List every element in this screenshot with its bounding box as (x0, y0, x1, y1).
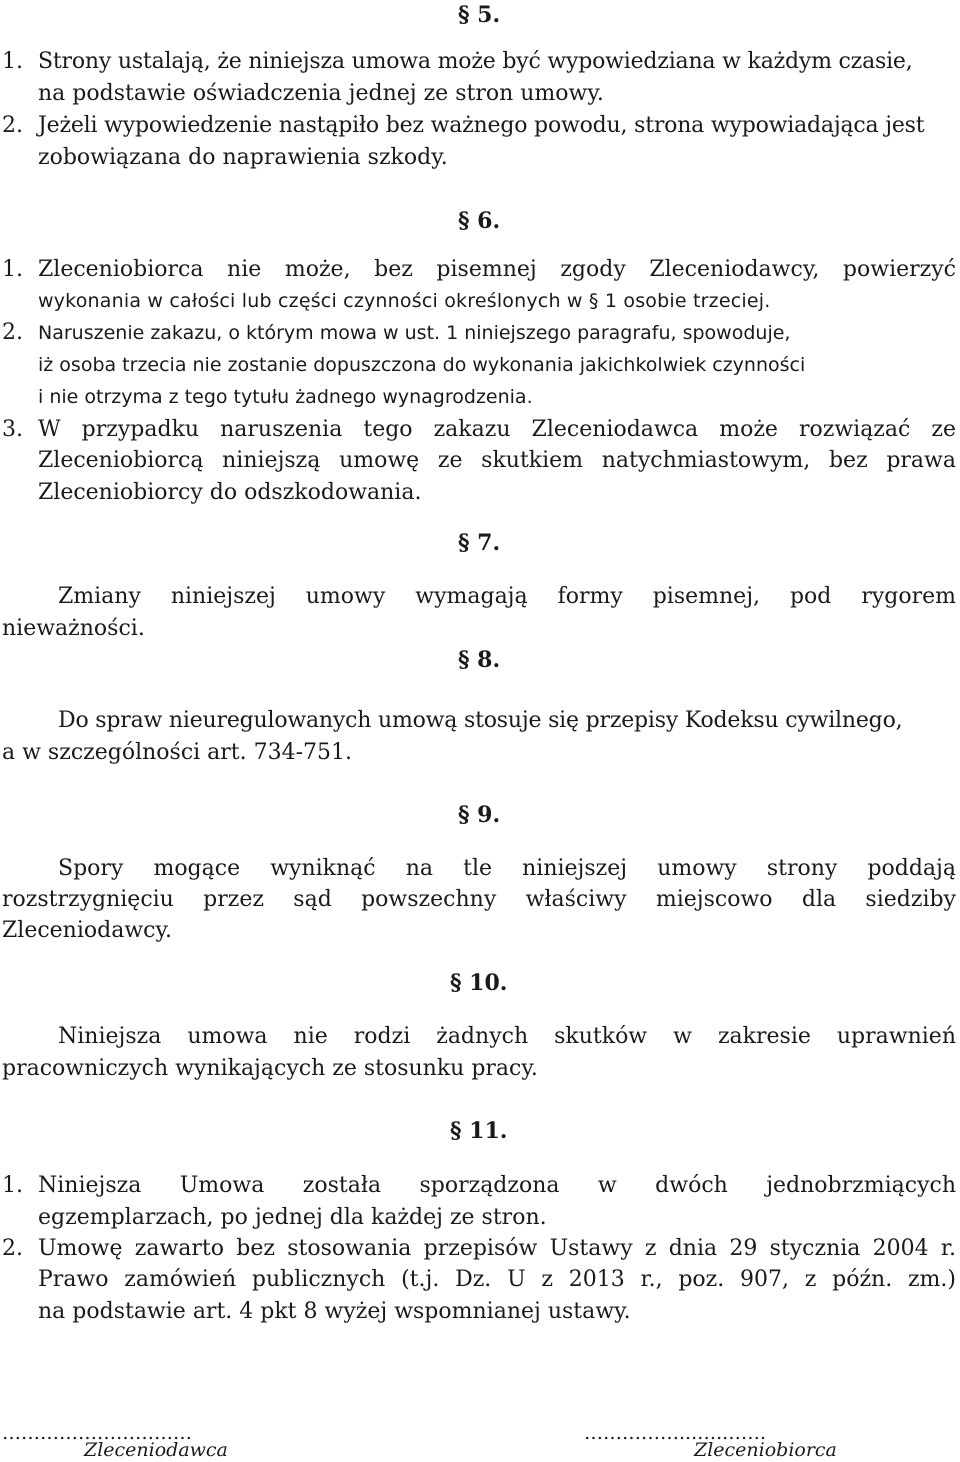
section-8-line-1: Do spraw nieuregulowanych umową stosuje się przepisy Kodeksu cywilnego, (58, 708, 903, 733)
section-11-item-1-line-2: egzemplarzach, po jednej dla każdej ze stron. (38, 1205, 547, 1230)
section-6-item-2-line-3: i nie otrzyma z tego tytułu żadnego wynagrodzenia. (38, 386, 533, 408)
section-5-item-1-number: 1. (2, 49, 23, 74)
section-7-line-2: nieważności. (2, 616, 145, 641)
section-6-item-1-line-2: wykonania w całości lub części czynności określonych w § 1 osobie trzeciej. (38, 290, 771, 312)
section-6-item-3-line-1: W przypadku naruszenia tego zakazu Zleceniodawca może rozwiązać ze (38, 417, 956, 442)
section-9-heading: § 9. (458, 802, 501, 828)
section-5-item-1-line-1: Strony ustalają, że niniejsza umowa może być wypowiedziana w każdym czasie, (38, 49, 913, 74)
signature-left-dots: ………………………… (2, 1422, 192, 1444)
section-6-item-3-line-2: Zleceniobiorcą niniejszą umowę ze skutkiem natychmiastowym, bez prawa (38, 448, 956, 473)
section-8-heading: § 8. (458, 647, 501, 673)
section-5-item-2-line-2: zobowiązana do naprawienia szkody. (38, 145, 448, 170)
section-8-line-2: a w szczególności art. 734-751. (2, 740, 353, 765)
section-7-heading: § 7. (458, 530, 501, 556)
section-10-heading: § 10. (450, 970, 508, 996)
section-11-item-2-line-3: na podstawie art. 4 pkt 8 wyżej wspomnianej ustawy. (38, 1299, 631, 1324)
section-6-item-2-line-1: Naruszenie zakazu, o którym mowa w ust. 1 niniejszego paragrafu, spowoduje, (38, 322, 791, 344)
section-10-line-2: pracowniczych wynikających ze stosunku pracy. (2, 1056, 538, 1081)
section-5-item-2-number: 2. (2, 113, 23, 138)
section-6-item-1-line-1: Zleceniobiorca nie może, bez pisemnej zgody Zleceniodawcy, powierzyć (38, 257, 956, 282)
section-5-item-1-line-2: na podstawie oświadczenia jednej ze stron umowy. (38, 81, 604, 106)
section-10-line-1: Niniejsza umowa nie rodzi żadnych skutków w zakresie uprawnień (58, 1024, 956, 1049)
section-5-heading: § 5. (458, 2, 501, 28)
section-11-heading: § 11. (450, 1118, 508, 1144)
signature-right-dots: ……………...…..…… (584, 1422, 767, 1444)
signature-left-label: Zleceniodawca (84, 1439, 228, 1461)
section-9-line-3: Zleceniodawcy. (2, 918, 172, 943)
section-9-line-2: rozstrzygnięciu przez sąd powszechny właściwy miejscowo dla siedziby (2, 887, 956, 912)
section-6-item-2-line-2: iż osoba trzecia nie zostanie dopuszczona do wykonania jakichkolwiek czynności (38, 354, 806, 376)
signature-right-label: Zleceniobiorca (694, 1439, 837, 1461)
section-5-item-2-line-1: Jeżeli wypowiedzenie nastąpiło bez ważnego powodu, strona wypowiadająca jest (38, 113, 925, 138)
section-11-item-2-number: 2. (2, 1236, 23, 1261)
section-11-item-2-line-1: Umowę zawarto bez stosowania przepisów Ustawy z dnia 29 stycznia 2004 r. (38, 1236, 956, 1261)
section-11-item-1-line-1: Niniejsza Umowa została sporządzona w dwóch jednobrzmiących (38, 1173, 956, 1198)
section-6-item-3-number: 3. (2, 417, 23, 442)
section-9-line-1: Spory mogące wyniknąć na tle niniejszej umowy strony poddają (58, 856, 956, 881)
section-7-line-1: Zmiany niniejszej umowy wymagają formy pisemnej, pod rygorem (58, 584, 956, 609)
section-6-heading: § 6. (458, 208, 501, 234)
section-11-item-1-number: 1. (2, 1173, 23, 1198)
section-6-item-3-line-3: Zleceniobiorcy do odszkodowania. (38, 480, 422, 505)
section-6-item-2-number: 2. (2, 320, 23, 345)
section-6-item-1-number: 1. (2, 257, 23, 282)
section-11-item-2-line-2: Prawo zamówień publicznych (t.j. Dz. U z 2013 r., poz. 907, z późn. zm.) (38, 1267, 956, 1292)
